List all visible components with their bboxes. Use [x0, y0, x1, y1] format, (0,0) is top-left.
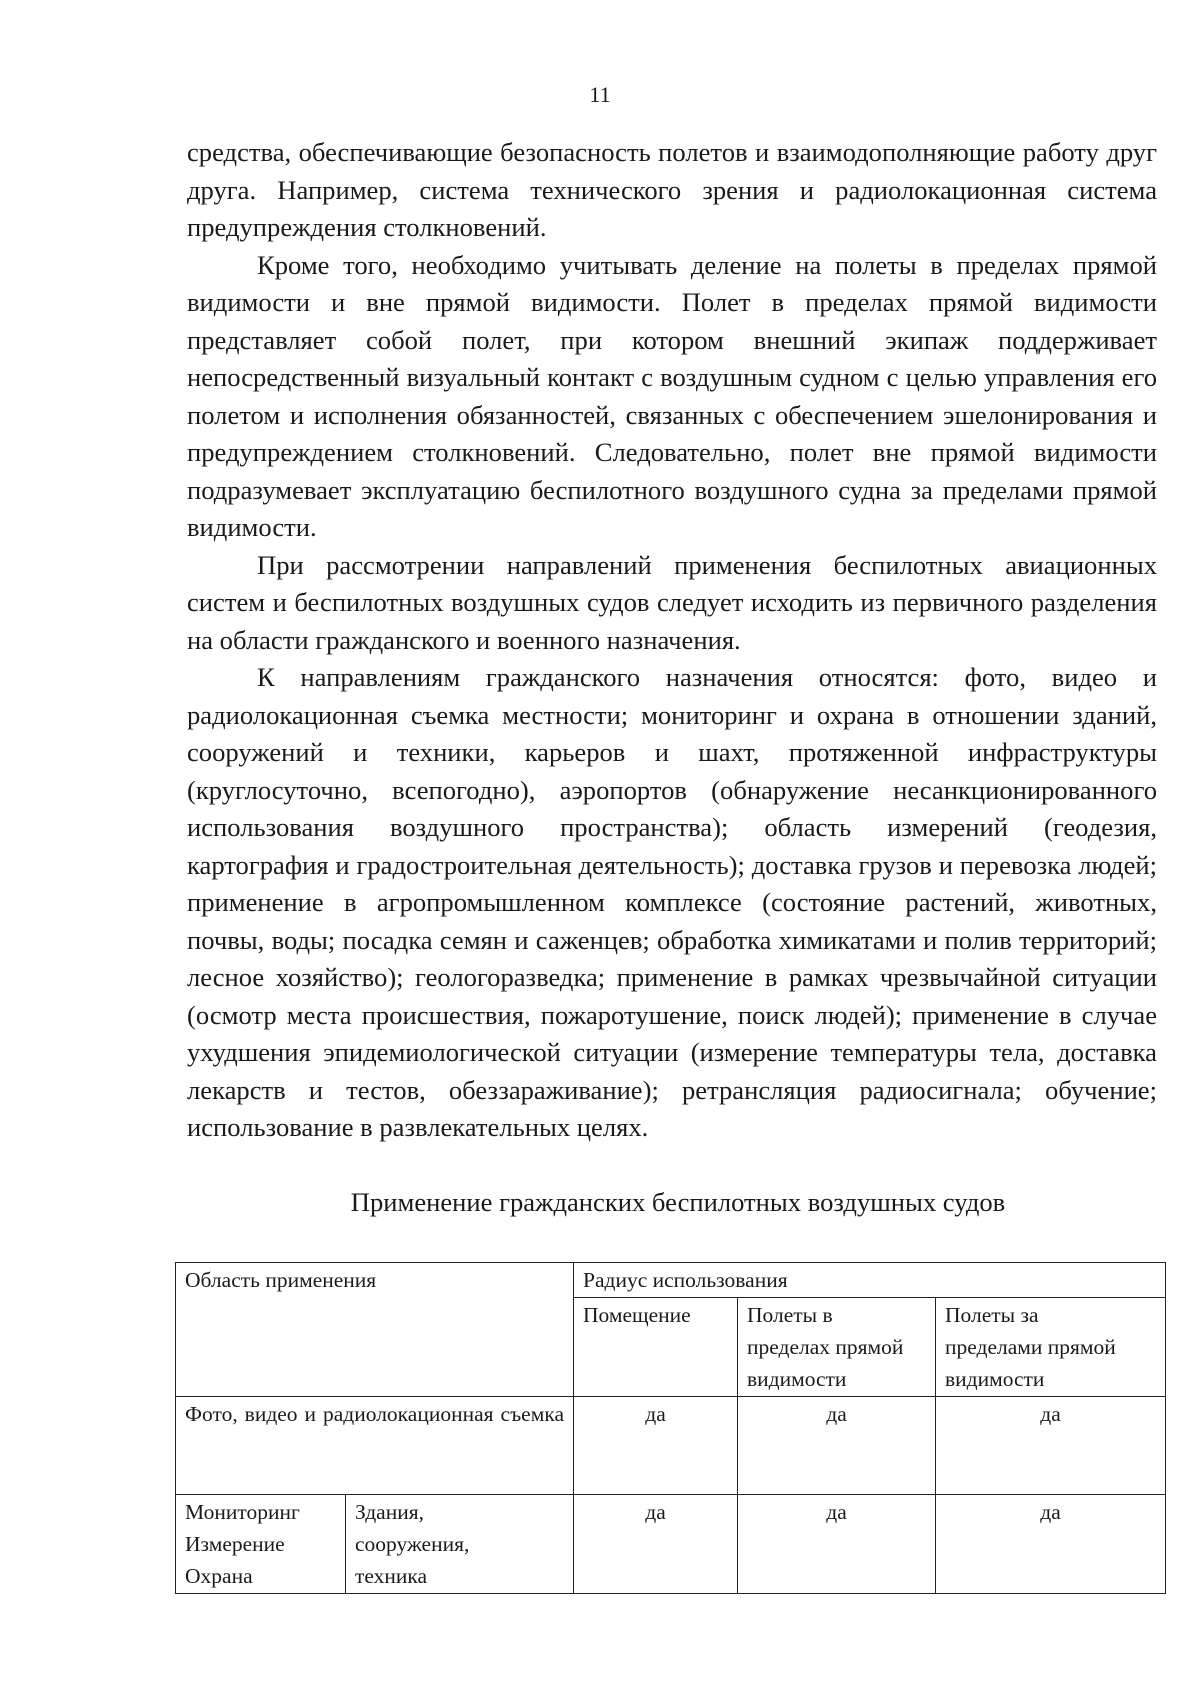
paragraph: Кроме того, необходимо учитывать деление на полеты в пределах прямой видимости и вне прямой видимости. Полет в пределах прямой видимости представляет собой полет, при котором внешний экипаж поддерживает непосредственный визуальный контакт с воздушным судном с целью управления его полетом и исполнения обязанностей, связанных с обеспечением эшелонирования и предупреждением столкновений. Следовательно, полет вне прямой видимости подразумевает эксплуатацию беспилотного воздушного судна за пределами прямой видимости. — [187, 249, 1157, 542]
paragraph: средства, обеспечивающие безопасность полетов и взаимодополняющие работу друг друга. Например, система технического зрения и радиолокационная система предупреждения столкновений. — [187, 137, 1157, 242]
vlos-cell: да — [738, 1397, 936, 1495]
header-vlos-cell — [738, 1298, 936, 1397]
bvlos-cell: да — [936, 1397, 1166, 1495]
header-vlos-line: видимости — [747, 1367, 847, 1391]
body-text — [187, 134, 1157, 1147]
table-caption: Применение гражданских беспилотных воздушных судов — [350, 1187, 1006, 1217]
page-number: 11 — [589, 82, 611, 107]
indoor-cell: да — [574, 1397, 738, 1495]
area-object-line: сооружения, — [355, 1532, 470, 1556]
table-header-row — [176, 1263, 1166, 1298]
header-vlos-line: пределах прямой — [747, 1335, 904, 1359]
bvlos-cell: да — [936, 1495, 1166, 1594]
area-category-line: Измерение — [185, 1532, 285, 1556]
indoor-cell: да — [574, 1495, 738, 1594]
header-bvlos-line: Полеты за — [945, 1303, 1039, 1327]
area-category-line: Охрана — [185, 1564, 253, 1588]
paragraph: При рассмотрении направлений применения беспилотных авиационных систем и беспилотных воздушных судов следует исходить из первичного разделения на области гражданского и военного назначения. — [187, 549, 1157, 655]
paragraph: К направлениям гражданского назначения относятся: фото, видео и радиолокационная съемка местности; мониторинг и охрана в отношении зданий, сооружений и техники, карьеров и шахт, протяженной инфраструктуры (круглосуточно, всепогодно), аэропортов (обнаружение несанкционированного использования воздушного пространства); область измерений (геодезия, картография и градостроительная деятельность); доставка грузов и перевозка людей; применение в агропромышленном комплексе (состояние растений, животных, почвы, воды; посадка семян и саженцев; обработка химикатами и полив территорий; лесное хозяйство); геологоразведка; применение в рамках чрезвычайной ситуации (осмотр места происшествия, пожаротушение, поиск людей); применение в случае ухудшения эпидемиологической ситуации (измерение температуры тела, доставка лекарств и тестов, обеззараживание); ретрансляция радиосигнала; обучение; использование в развлекательных целях. — [187, 662, 1157, 1142]
header-radius-cell: Радиус использования — [574, 1263, 1166, 1298]
header-indoor-cell: Помещение — [574, 1298, 738, 1397]
area-cell: Фото, видео и радиолокационная съемка — [176, 1397, 574, 1495]
header-area-cell: Область применения — [176, 1263, 574, 1397]
area-object-line: Здания, — [355, 1500, 424, 1524]
area-object-cell — [346, 1495, 574, 1594]
table-row — [176, 1397, 1166, 1495]
header-bvlos-cell — [936, 1298, 1166, 1397]
usage-table — [175, 1262, 1166, 1594]
header-bvlos-line: видимости — [945, 1367, 1045, 1391]
header-bvlos-line: пределами прямой — [945, 1335, 1116, 1359]
header-vlos-line: Полеты в — [747, 1303, 833, 1327]
vlos-cell: да — [738, 1495, 936, 1594]
area-category-cell — [176, 1495, 346, 1594]
area-category-line: Мониторинг — [185, 1500, 300, 1524]
area-object-line: техника — [355, 1564, 428, 1588]
table-row — [176, 1495, 1166, 1594]
